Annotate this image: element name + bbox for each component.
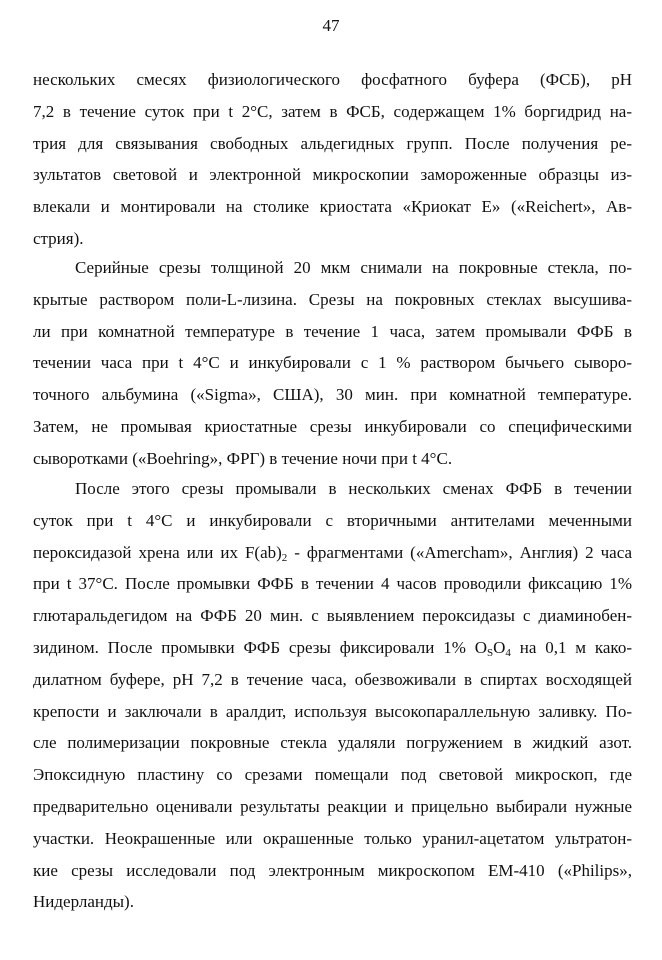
page-number: 47: [322, 16, 340, 35]
text-line: ли при комнатной температуре в течение 1 часа, затем промывали ФФБ в: [33, 321, 632, 341]
text-line: Серийные срезы толщиной 20 мкм снимали на покровные стекла, по-: [75, 258, 632, 277]
text-line: После этого срезы промывали в нескольких сменах ФФБ в течении: [75, 479, 632, 498]
text-line: влекали и монтировали на столике криостата «Криокат Е» («Reichert», Ав-: [33, 197, 632, 217]
text-line: трия для связывания свободных альдегидных групп. После получения ре-: [33, 133, 632, 153]
text-line: [33, 632, 632, 664]
paragraph-3: [33, 473, 632, 918]
text-fragment: O: [493, 637, 506, 657]
subscript: S: [486, 646, 494, 659]
text-fragment: на 0,1 м како-: [510, 637, 632, 657]
paragraph-1: [33, 64, 632, 255]
text-line: зультатов световой и электронной микроскопии замороженные образцы из-: [33, 165, 632, 185]
text-line: Эпоксидную пластину со срезами помещали под световой микроскоп, где: [33, 765, 632, 785]
text-line: участки. Неокрашенные или окрашенные только уранил-ацетатом ультратон-: [33, 828, 632, 848]
text-line: дилатном буфере, pH 7,2 в течение часа, обезвоживали в спиртах восходящей: [33, 669, 632, 689]
text-line: крепости и заключали в аралдит, используя высокопараллельную заливку. По-: [33, 701, 632, 721]
text-line: Затем, не промывая криостатные срезы инкубировали со специфическими: [33, 416, 632, 436]
text-line: при t 37°С. После промывки ФФБ в течении 4 часов проводили фиксацию 1%: [33, 574, 632, 594]
text-line: нескольких смесях физиологического фосфатного буфера (ФСБ), pH: [33, 70, 632, 89]
text-line: 7,2 в течение суток при t 2°С, затем в ФСБ, содержащем 1% боргидрид на-: [33, 101, 632, 121]
text-line: течении часа при t 4°С и инкубировали с 1 % раствором бычьего сыворо-: [33, 353, 632, 373]
text-line: Нидерланды).: [33, 892, 134, 912]
text-fragment: пероксидазой хрена или их F(ab): [33, 542, 282, 562]
subscript: 4: [505, 646, 511, 659]
text-line: суток при t 4°С и инкубировали с вторичными антителами меченными: [33, 510, 632, 530]
text-line: предварительно оценивали результаты реакции и прицельно выбирали нужные: [33, 796, 632, 816]
text-line: крытые раствором поли-L-лизина. Срезы на покровных стеклах высушива-: [33, 289, 632, 309]
subscript: 2: [281, 551, 288, 564]
text-line: [33, 537, 632, 569]
text-line: точного альбумина («Sigma», США), 30 мин. при комнатной температуре.: [33, 385, 632, 405]
text-fragment: - фрагментами («Amercham», Англия) 2 часа: [287, 542, 632, 562]
paragraph-2: [33, 252, 632, 475]
text-line: стрия).: [33, 228, 84, 248]
text-line: глютаральдегидом на ФФБ 20 мин. с выявлением пероксидазы с диаминобен-: [33, 606, 632, 626]
text-fragment: зидином. После промывки ФФБ срезы фиксировали 1% O: [33, 637, 487, 657]
text-line: сле полимеризации покровные стекла удаляли погружением в жидкий азот.: [33, 733, 632, 753]
text-line: кие срезы исследовали под электронным микроскопом ЕМ-410 («Philips»,: [33, 860, 632, 880]
text-line: сыворотками («Boehring», ФРГ) в течение ночи при t 4°С.: [33, 448, 453, 468]
